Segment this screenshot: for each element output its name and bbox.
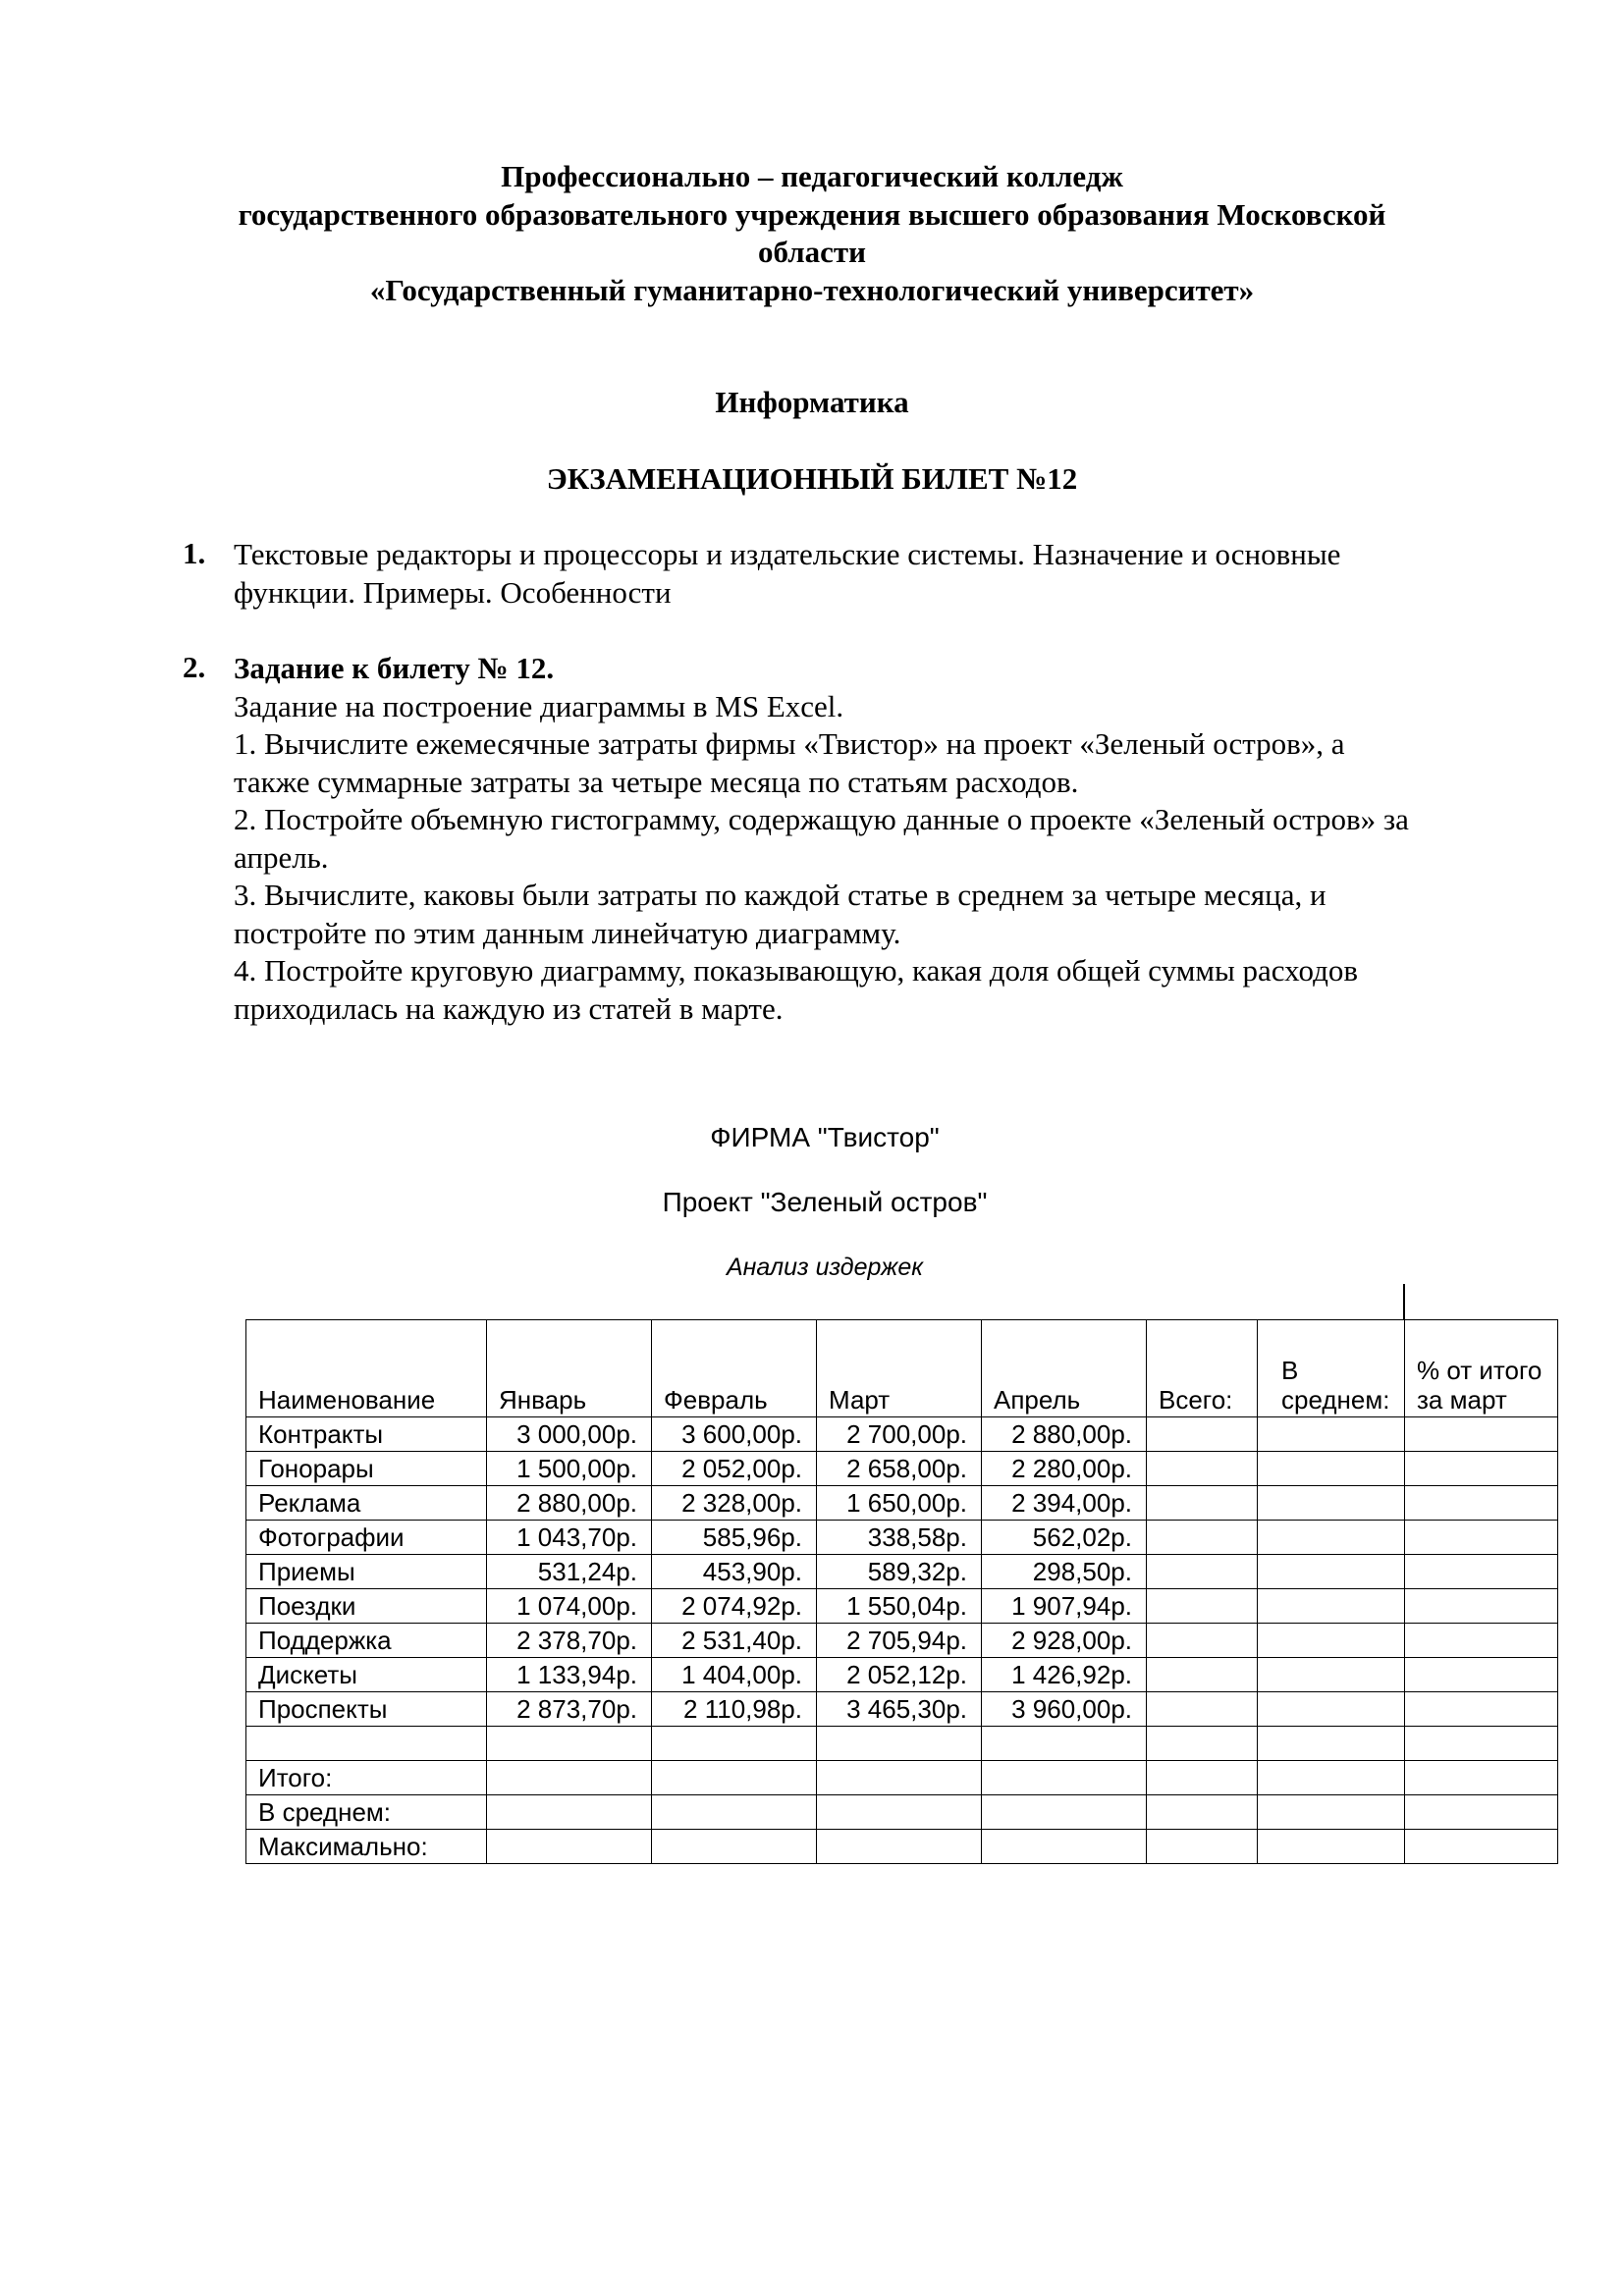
cost-cell: 1 550,04р.	[817, 1589, 982, 1624]
table-row	[246, 1452, 1558, 1486]
cost-cell: 2 873,70р.	[487, 1692, 652, 1727]
empty-cell	[1258, 1521, 1405, 1555]
item-name-cell: Контракты	[246, 1417, 487, 1452]
cost-cell: 2 928,00р.	[982, 1624, 1147, 1658]
cost-cell: 1 404,00р.	[652, 1658, 817, 1692]
cost-cell: 3 960,00р.	[982, 1692, 1147, 1727]
column-header: Январь	[487, 1320, 652, 1417]
table-row	[246, 1624, 1558, 1658]
empty-cell	[1147, 1555, 1258, 1589]
empty-cell	[1405, 1658, 1558, 1692]
empty-cell	[1258, 1452, 1405, 1486]
empty-cell	[1405, 1761, 1558, 1795]
cost-cell: 589,32р.	[817, 1555, 982, 1589]
empty-cell	[1405, 1417, 1558, 1452]
cost-cell: 1 043,70р.	[487, 1521, 652, 1555]
item-name-cell: Дискеты	[246, 1658, 487, 1692]
question-2-line: постройте по этим данным линейчатую диаграмму.	[234, 915, 901, 950]
item-name-cell: Приемы	[246, 1555, 487, 1589]
summary-label-cell: Итого:	[246, 1761, 487, 1795]
item-name-cell: Проспекты	[246, 1692, 487, 1727]
cost-cell: 1 907,94р.	[982, 1589, 1147, 1624]
item-name-cell: Поддержка	[246, 1624, 487, 1658]
cost-cell: 585,96р.	[652, 1521, 817, 1555]
college-name-line-2: государственного образовательного учреждения высшего образования Московской	[238, 197, 1386, 232]
empty-cell	[487, 1830, 652, 1864]
empty-cell	[652, 1761, 817, 1795]
question-1-line: функции. Примеры. Особенности	[234, 574, 672, 610]
question-2-line: апрель.	[234, 839, 329, 875]
column-header: % от итого за март	[1405, 1320, 1558, 1417]
subject-title: Информатика	[715, 385, 909, 419]
table-row	[246, 1486, 1558, 1521]
empty-cell	[1258, 1555, 1405, 1589]
question-2-number: 2.	[183, 650, 206, 684]
empty-cell	[1405, 1589, 1558, 1624]
question-2-line: 1. Вычислите ежемесячные затраты фирмы «Твистор» на проект «Зеленый остров», а	[234, 726, 1345, 761]
costs-table	[245, 1319, 1558, 1864]
summary-row	[246, 1761, 1558, 1795]
cost-cell: 531,24р.	[487, 1555, 652, 1589]
column-header: Февраль	[652, 1320, 817, 1417]
cost-cell: 2 378,70р.	[487, 1624, 652, 1658]
empty-cell	[817, 1761, 982, 1795]
cost-cell: 1 133,94р.	[487, 1658, 652, 1692]
item-name-cell: Фотографии	[246, 1521, 487, 1555]
question-2-line: Задание на построение диаграммы в MS Excel.	[234, 688, 844, 723]
empty-cell	[1147, 1521, 1258, 1555]
column-header: Всего:	[1147, 1320, 1258, 1417]
cost-cell: 2 880,00р.	[982, 1417, 1147, 1452]
empty-cell	[1405, 1521, 1558, 1555]
cost-cell: 2 531,40р.	[652, 1624, 817, 1658]
cost-cell: 2 280,00р.	[982, 1452, 1147, 1486]
cell-border-mark	[1403, 1284, 1405, 1319]
empty-cell	[487, 1795, 652, 1830]
empty-cell	[1147, 1658, 1258, 1692]
empty-cell	[1405, 1624, 1558, 1658]
empty-cell	[1258, 1830, 1405, 1864]
empty-cell	[1258, 1761, 1405, 1795]
empty-cell	[1258, 1692, 1405, 1727]
cost-cell: 2 705,94р.	[817, 1624, 982, 1658]
summary-label-cell: В среднем:	[246, 1795, 487, 1830]
analysis-subtitle: Анализ издержек	[726, 1254, 924, 1281]
empty-cell	[1405, 1486, 1558, 1521]
table-row	[246, 1521, 1558, 1555]
empty-cell	[982, 1830, 1147, 1864]
empty-cell	[652, 1830, 817, 1864]
column-header: Апрель	[982, 1320, 1147, 1417]
cost-cell: 2 328,00р.	[652, 1486, 817, 1521]
empty-cell	[1147, 1417, 1258, 1452]
summary-label-cell: Максимально:	[246, 1830, 487, 1864]
empty-cell	[1405, 1452, 1558, 1486]
empty-cell	[1258, 1658, 1405, 1692]
empty-cell	[487, 1727, 652, 1761]
empty-cell	[487, 1761, 652, 1795]
empty-cell	[1405, 1727, 1558, 1761]
table-row	[246, 1658, 1558, 1692]
question-2-line: 3. Вычислите, каковы были затраты по каждой статье в среднем за четыре месяца, и	[234, 878, 1326, 912]
empty-cell	[1405, 1830, 1558, 1864]
empty-cell	[817, 1795, 982, 1830]
empty-cell	[1147, 1830, 1258, 1864]
empty-cell	[652, 1795, 817, 1830]
empty-cell	[1405, 1795, 1558, 1830]
question-2-line: 4. Постройте круговую диаграмму, показывающую, какая доля общей суммы расходов	[234, 953, 1358, 988]
table-header-row	[246, 1320, 1558, 1417]
item-name-cell: Реклама	[246, 1486, 487, 1521]
project-title: Проект "Зеленый остров"	[662, 1187, 988, 1217]
empty-cell	[982, 1761, 1147, 1795]
question-2-line: 2. Постройте объемную гистограмму, содержащую данные о проекте «Зеленый остров» за	[234, 802, 1409, 836]
question-1-number: 1.	[183, 536, 206, 570]
question-2-line: также суммарные затраты за четыре месяца по статьям расходов.	[234, 764, 1079, 799]
cost-cell: 1 500,00р.	[487, 1452, 652, 1486]
summary-row	[246, 1830, 1558, 1864]
table-row	[246, 1589, 1558, 1624]
cost-cell: 2 074,92р.	[652, 1589, 817, 1624]
empty-cell	[982, 1795, 1147, 1830]
cost-cell: 338,58р.	[817, 1521, 982, 1555]
college-name-line-3: области	[758, 235, 866, 269]
empty-cell	[1147, 1727, 1258, 1761]
question-2	[234, 650, 1530, 1028]
question-2-line: приходилась на каждую из статей в марте.	[234, 990, 784, 1026]
empty-cell	[1258, 1795, 1405, 1830]
empty-cell	[652, 1727, 817, 1761]
empty-cell	[1147, 1589, 1258, 1624]
university-name: «Государственный гуманитарно-технологический университет»	[369, 273, 1255, 307]
cost-cell: 1 650,00р.	[817, 1486, 982, 1521]
empty-cell	[1147, 1452, 1258, 1486]
empty-cell	[1258, 1727, 1405, 1761]
cost-cell: 2 394,00р.	[982, 1486, 1147, 1521]
empty-cell	[1258, 1486, 1405, 1521]
table-row-empty	[246, 1727, 1558, 1761]
empty-cell	[1147, 1761, 1258, 1795]
empty-cell	[817, 1727, 982, 1761]
cost-cell: 562,02р.	[982, 1521, 1147, 1555]
cost-cell: 3 000,00р.	[487, 1417, 652, 1452]
cost-cell: 3 600,00р.	[652, 1417, 817, 1452]
empty-cell	[1258, 1624, 1405, 1658]
empty-cell	[1147, 1795, 1258, 1830]
table-row	[246, 1692, 1558, 1727]
item-name-cell: Поездки	[246, 1589, 487, 1624]
empty-cell	[246, 1727, 487, 1761]
item-name-cell: Гонорары	[246, 1452, 487, 1486]
question-2-title: Задание к билету № 12.	[234, 651, 555, 685]
firm-title: ФИРМА "Твистор"	[710, 1122, 940, 1152]
cost-cell: 453,90р.	[652, 1555, 817, 1589]
empty-cell	[1147, 1692, 1258, 1727]
cost-cell: 2 658,00р.	[817, 1452, 982, 1486]
cost-cell: 2 052,00р.	[652, 1452, 817, 1486]
column-header-text: В среднем:	[1281, 1356, 1390, 1415]
empty-cell	[1147, 1486, 1258, 1521]
column-header	[1258, 1320, 1405, 1417]
summary-row	[246, 1795, 1558, 1830]
empty-cell	[1405, 1692, 1558, 1727]
empty-cell	[1258, 1417, 1405, 1452]
ticket-title: ЭКЗАМЕНАЦИОННЫЙ БИЛЕТ №12	[546, 461, 1078, 496]
question-1-line: Текстовые редакторы и процессоры и издательские системы. Назначение и основные	[234, 537, 1341, 571]
table-row	[246, 1417, 1558, 1452]
empty-cell	[982, 1727, 1147, 1761]
question-1	[234, 536, 1530, 612]
cost-cell: 2 700,00р.	[817, 1417, 982, 1452]
college-name-line-1: Профессионально – педагогический колледж	[501, 159, 1123, 193]
cost-cell: 2 052,12р.	[817, 1658, 982, 1692]
empty-cell	[817, 1830, 982, 1864]
cost-cell: 2 110,98р.	[652, 1692, 817, 1727]
empty-cell	[1258, 1589, 1405, 1624]
table-row	[246, 1555, 1558, 1589]
cost-cell: 1 074,00р.	[487, 1589, 652, 1624]
cost-cell: 2 880,00р.	[487, 1486, 652, 1521]
cost-cell: 298,50р.	[982, 1555, 1147, 1589]
empty-cell	[1147, 1624, 1258, 1658]
column-header: Наименование	[246, 1320, 487, 1417]
cost-cell: 1 426,92р.	[982, 1658, 1147, 1692]
column-header: Март	[817, 1320, 982, 1417]
cost-cell: 3 465,30р.	[817, 1692, 982, 1727]
empty-cell	[1405, 1555, 1558, 1589]
